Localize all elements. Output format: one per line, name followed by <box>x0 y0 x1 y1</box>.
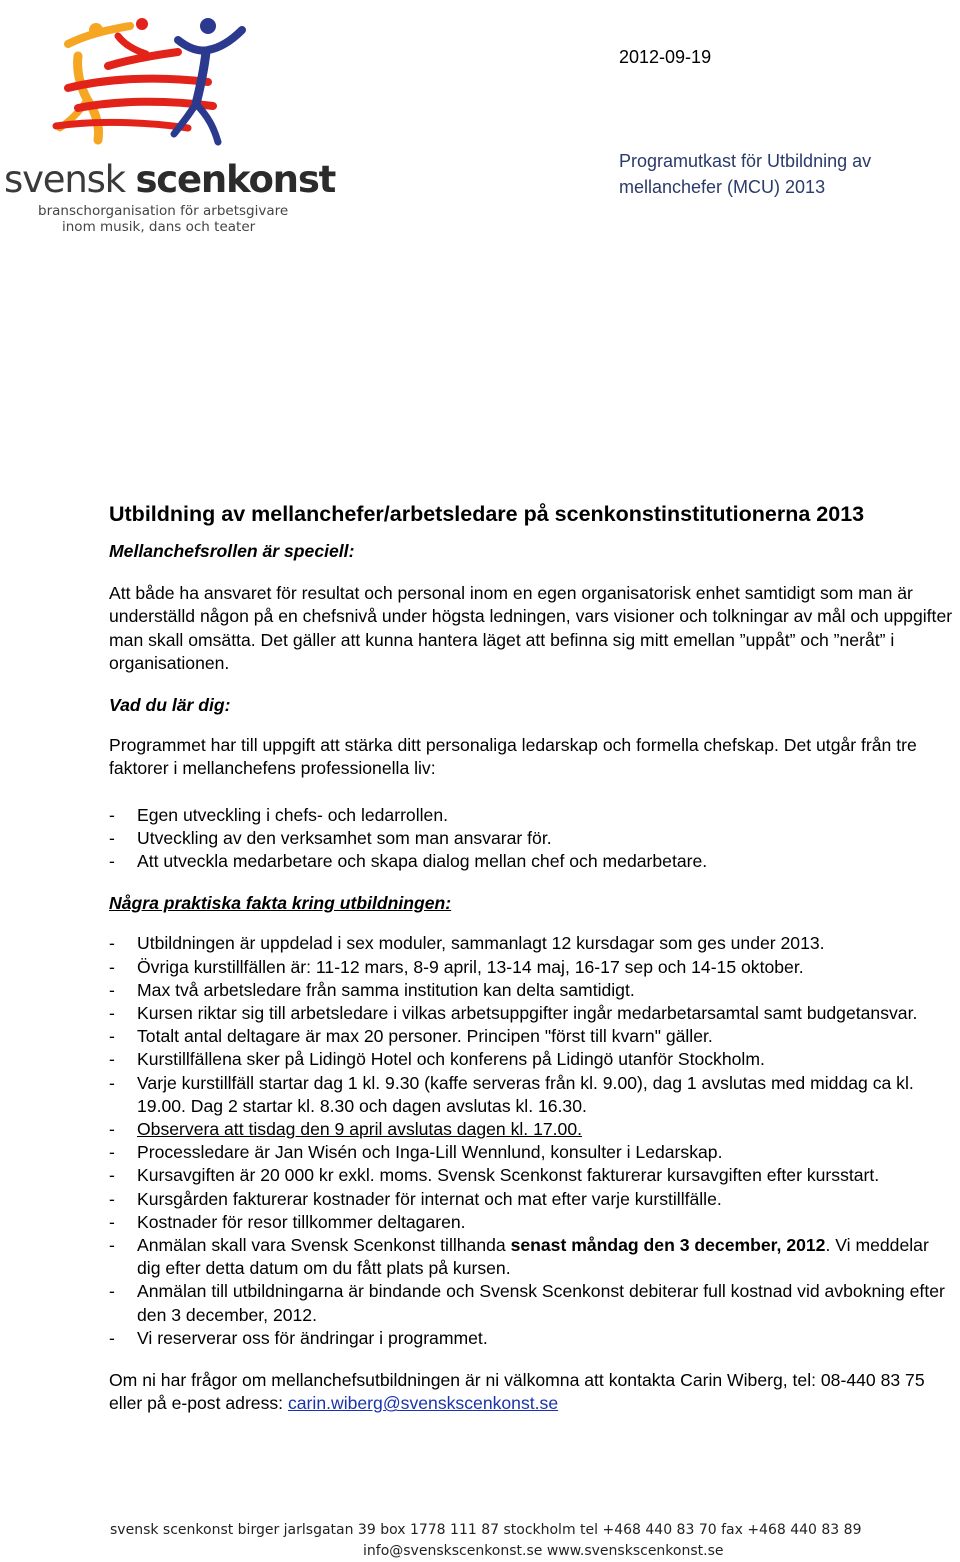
contact-email-link[interactable]: carin.wiberg@svenskscenkonst.se <box>287 1393 559 1414</box>
list-item-deadline <box>109 1234 957 1280</box>
list-item: - Att utveckla medarbetare och skapa dialog mellan chef och medarbetare. <box>109 850 957 873</box>
document-subject <box>619 148 871 200</box>
logo-name-bold: scenkonst <box>135 158 336 201</box>
footer-address: svensk scenkonst birger jarlsgatan 39 box 1778 111 87 stockholm tel +468 440 83 70 fax +468 440 83 89 <box>110 1522 862 1538</box>
learn-list <box>109 804 957 874</box>
contact-text: Om ni har frågor om mellanchefsutbildningen är ni välkomna att kontakta Carin Wiberg, tel: 08-440 83 75 eller på e-post adress: <box>109 1370 925 1414</box>
contact-paragraph <box>109 1369 957 1415</box>
document-title: Utbildning av mellanchefer/arbetsledare på scenkonstinstitutionerna 2013 <box>109 502 865 526</box>
list-item: - Max två arbetsledare från samma institution kan delta samtidigt. <box>109 979 957 1002</box>
list-item: - Kursen riktar sig till arbetsledare i vilkas arbetsuppgifter ingår medarbetarsamtal samt budgetansvar. <box>109 1002 957 1025</box>
section-heading-role: Mellanchefsrollen är speciell: <box>109 541 355 561</box>
list-item: - Utveckling av den verksamhet som man ansvarar för. <box>109 827 957 850</box>
document-body <box>109 499 957 1416</box>
subject-line2: mellanchefer (MCU) 2013 <box>619 177 826 197</box>
section-heading-learn: Vad du lär dig: <box>109 695 231 716</box>
list-item: - Kurstillfällena sker på Lidingö Hotel och konferens på Lidingö utanför Stockholm. <box>109 1048 957 1071</box>
list-item: - Kostnader för resor tillkommer deltagaren. <box>109 1211 957 1234</box>
list-item: - Totalt antal deltagare är max 20 personer. Principen "först till kvarn" gäller. <box>109 1025 957 1048</box>
list-item: - Utbildningen är uppdelad i sex moduler, sammanlagt 12 kursdagar som ges under 2013. <box>109 932 957 955</box>
list-item: - Kursavgiften är 20 000 kr exkl. moms. Svensk Scenkonst fakturerar kursavgiften efter kursstart. <box>109 1164 957 1187</box>
section-heading-facts: Några praktiska fakta kring utbildningen: <box>109 893 452 914</box>
footer-web: info@svenskscenkonst.se www.svenskscenkonst.se <box>363 1543 724 1559</box>
logo-name-light: svensk <box>4 158 136 201</box>
logo-wordmark <box>4 158 335 201</box>
document-date: 2012-09-19 <box>619 47 712 67</box>
page-footer <box>0 1520 960 1562</box>
deadline-date: senast måndag den 3 december, 2012 <box>510 1235 826 1256</box>
list-item: - Vi reserverar oss för ändringar i programmet. <box>109 1327 957 1350</box>
svensk-scenkonst-logo <box>0 0 336 240</box>
deadline-before: Anmälan skall vara Svensk Scenkonst tillhanda <box>137 1235 511 1256</box>
list-item: - Övriga kurstillfällen är: 11-12 mars, 8-9 april, 13-14 maj, 16-17 sep och 14-15 oktober. <box>109 956 957 979</box>
observe-note: Observera att tisdag den 9 april avslutas dagen kl. 17.00. <box>137 1119 582 1140</box>
list-item-observe <box>109 1118 957 1141</box>
dancers-logo-graphic <box>38 4 268 154</box>
facts-list <box>109 932 957 1350</box>
section-role-text: Att både ha ansvaret för resultat och personal inom en egen organisatorisk enhet samtidigt som man är underställd någon på en chefsnivå under högsta ledningen, vars visioner och tolkningar av mål och uppgifter man skall omsätta. Det gäller att kunna hantera läget att befinna sig mitt emellan ”uppåt” och ”neråt” i organisationen. <box>109 583 953 673</box>
list-item: - Varje kurstillfäll startar dag 1 kl. 9.30 (kaffe serveras från kl. 9.00), dag 1 avslutas med middag ca kl. 19.00. Dag 2 startar kl. 8.30 och dagen avslutas kl. 16.30. <box>109 1072 957 1118</box>
list-item: - Egen utveckling i chefs- och ledarrollen. <box>109 804 957 827</box>
logo-tagline <box>38 203 288 235</box>
logo-tagline-line1: branschorganisation för arbetsgivare <box>38 203 289 219</box>
logo-tagline-line2: inom musik, dans och teater <box>62 219 256 235</box>
section-learn-text: Programmet har till uppgift att stärka ditt personaliga ledarskap och formella chefskap. Det utgår från tre faktorer i mellanchefens professionella liv: <box>109 735 917 779</box>
subject-line1: Programutkast för Utbildning av <box>619 151 872 171</box>
deadline-after: . Vi meddelar dig efter detta datum om du fått plats på kursen. <box>137 1235 929 1279</box>
list-item: - Processledare är Jan Wisén och Inga-Lill Wennlund, konsulter i Ledarskap. <box>109 1141 957 1164</box>
list-item: - Anmälan till utbildningarna är bindande och Svensk Scenkonst debiterar full kostnad vid avbokning efter den 3 december, 2012. <box>109 1280 957 1326</box>
list-item: - Kursgården fakturerar kostnader för internat och mat efter varje kurstillfälle. <box>109 1188 957 1211</box>
